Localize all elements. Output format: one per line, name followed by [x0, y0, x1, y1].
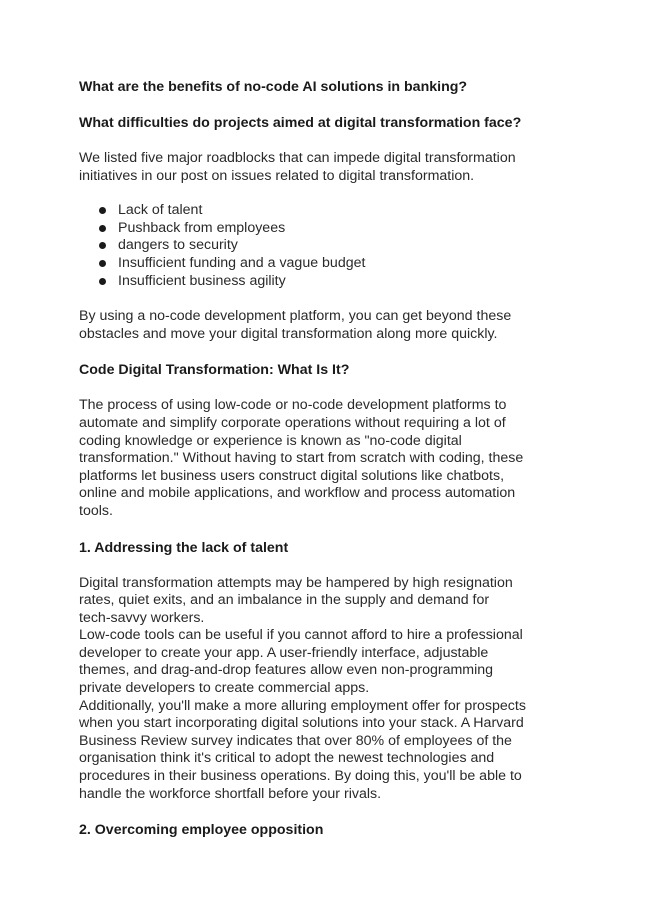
intro-paragraph — [79, 150, 579, 185]
talent-paragraph — [79, 575, 579, 804]
list-item: Pushback from employees — [99, 220, 579, 238]
heading-opposition: 2. Overcoming employee opposition — [79, 822, 324, 839]
no-code-paragraph — [79, 308, 579, 343]
talent-line: themes, and drag-and-drop features allow even non-programming — [79, 662, 494, 679]
talent-line: organisation think it's critical to adopt the newest technologies and — [79, 750, 495, 767]
what-is-line: The process of using low-code or no-code development platforms to — [79, 397, 507, 414]
talent-line: private developers to create commercial apps. — [79, 680, 370, 697]
no-code-line: obstacles and move your digital transformation along more quickly. — [79, 325, 498, 342]
bullet-icon — [99, 278, 106, 285]
talent-line: tech-savvy workers. — [79, 609, 205, 626]
bullet-icon — [99, 260, 106, 267]
heading-talent: 1. Addressing the lack of talent — [79, 539, 289, 556]
document-title: What are the benefits of no-code AI solutions in banking? — [79, 79, 468, 95]
talent-line: rates, quiet exits, and an imbalance in the supply and demand for — [79, 592, 490, 609]
bullet-icon — [99, 242, 106, 249]
talent-line: Digital transformation attempts may be hampered by high resignation — [79, 574, 513, 591]
what-is-line: tools. — [79, 502, 113, 519]
no-code-line: By using a no-code development platform, you can get beyond these — [79, 308, 512, 325]
heading-what-is: Code Digital Transformation: What Is It? — [79, 362, 350, 379]
document-page — [79, 78, 579, 839]
talent-line: procedures in their business operations. By doing this, you'll be able to — [79, 768, 522, 785]
what-is-line: transformation." Without having to start from scratch with coding, these — [79, 450, 524, 467]
heading-difficulties: What difficulties do projects aimed at digital transformation face? — [79, 115, 522, 131]
list-item: Insufficient funding and a vague budget — [99, 255, 579, 273]
what-is-line: platforms let business users construct digital solutions like chatbots, — [79, 467, 505, 484]
list-item: Lack of talent — [99, 202, 579, 220]
list-item: Insufficient business agility — [99, 273, 579, 291]
talent-line: handle the workforce shortfall before your rivals. — [79, 785, 382, 802]
what-is-line: automate and simplify corporate operations without requiring a lot of — [79, 414, 506, 431]
talent-line: Additionally, you'll make a more alluring employment offer for prospects — [79, 697, 526, 714]
bullet-icon — [99, 207, 106, 214]
what-is-line: coding knowledge or experience is known as "no-code digital — [79, 432, 462, 449]
talent-line: Low-code tools can be useful if you cannot afford to hire a professional — [79, 627, 523, 644]
what-is-line: online and mobile applications, and workflow and process automation — [79, 485, 516, 502]
what-is-paragraph — [79, 397, 579, 520]
bullet-icon — [99, 225, 106, 232]
intro-line: We listed five major roadblocks that can impede digital transformation — [79, 150, 516, 166]
talent-line: when you start incorporating digital solutions into your stack. A Harvard — [79, 715, 524, 732]
intro-line: initiatives in our post on issues related to digital transformation. — [79, 167, 475, 184]
list-item: dangers to security — [99, 237, 579, 255]
talent-line: developer to create your app. A user-friendly interface, adjustable — [79, 644, 489, 661]
roadblocks-list — [79, 202, 579, 290]
talent-line: Business Review survey indicates that over 80% of employees of the — [79, 732, 512, 749]
